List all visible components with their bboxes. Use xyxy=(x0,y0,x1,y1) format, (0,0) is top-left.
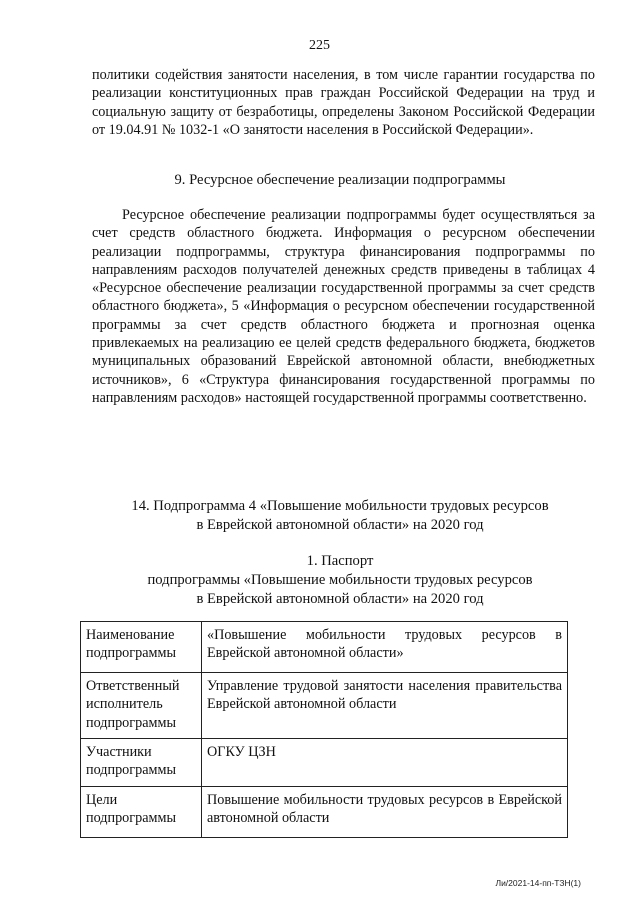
section-9-heading: 9. Ресурсное обеспечение реализации подпрограммы xyxy=(174,172,506,188)
section-14-heading-line-2: в Еврейской автономной области» на 2020 год xyxy=(196,517,484,533)
passport-label-executor: Ответственный исполнитель подпрограммы xyxy=(81,673,202,739)
section-14-heading xyxy=(50,497,630,535)
document-footer-code: Ли/2021-14-пп-ТЗН(1) xyxy=(495,878,581,888)
passport-label-name: Наименование подпрограммы xyxy=(81,622,202,673)
passport-heading xyxy=(60,552,620,609)
passport-label-participants: Участники подпрограммы xyxy=(81,739,202,787)
table-row xyxy=(81,739,568,787)
passport-label-goals: Цели подпрограммы xyxy=(81,786,202,837)
passport-value-name: «Повышение мобильности трудовых ресурсов в Еврейской автономной области» xyxy=(202,622,568,673)
paragraph-resource-support: Ресурсное обеспечение реализации подпрограммы будет осуществляться за счет средств областного бюджета. Информация о ресурсном обеспечении реализации подпрограммы, структура финансирования подпрограммы по направлениям расходов получателей денежных средств приведены в таблицах 4 «Ресурсное обеспечение реализации государственной программы за счет средств областного бюджета», 5 «Информация о ресурсном обеспечении государственной программы за счет средств областного бюджета и прогнозная оценка привлекаемых на реализацию ее целей средств федерального бюджета, бюджетов муниципальных образований Еврейской автономной области, внебюджетных источников», 6 «Структура финансирования государственной программы по направлениям расходов» настоящей государственной программы соответственно. xyxy=(92,207,595,406)
passport-value-goals: Повышение мобильности трудовых ресурсов в Еврейской автономной области xyxy=(202,786,568,837)
section-14-heading-line-1: 14. Подпрограмма 4 «Повышение мобильности трудовых ресурсов xyxy=(131,498,549,514)
paragraph-employment-law: политики содействия занятости населения, в том числе гарантии государства по реализации конституционных прав граждан Российской Федерации на труд и социальную защиту от безработицы, определены Законом Российской Федерации от 19.04.91 № 1032-1 «О занятости населения в Российской Федерации». xyxy=(92,67,595,138)
table-row xyxy=(81,622,568,673)
passport-table xyxy=(80,621,568,838)
table-row xyxy=(81,673,568,739)
page-number: 225 xyxy=(309,38,330,53)
passport-value-executor: Управление трудовой занятости населения правительства Еврейской автономной области xyxy=(202,673,568,739)
passport-value-participants: ОГКУ ЦЗН xyxy=(202,739,568,787)
passport-heading-line-3: в Еврейской автономной области» на 2020 год xyxy=(196,591,484,607)
passport-heading-line-1: 1. Паспорт xyxy=(306,553,374,569)
table-row xyxy=(81,786,568,837)
passport-heading-line-2: подпрограммы «Повышение мобильности трудовых ресурсов xyxy=(147,572,533,588)
